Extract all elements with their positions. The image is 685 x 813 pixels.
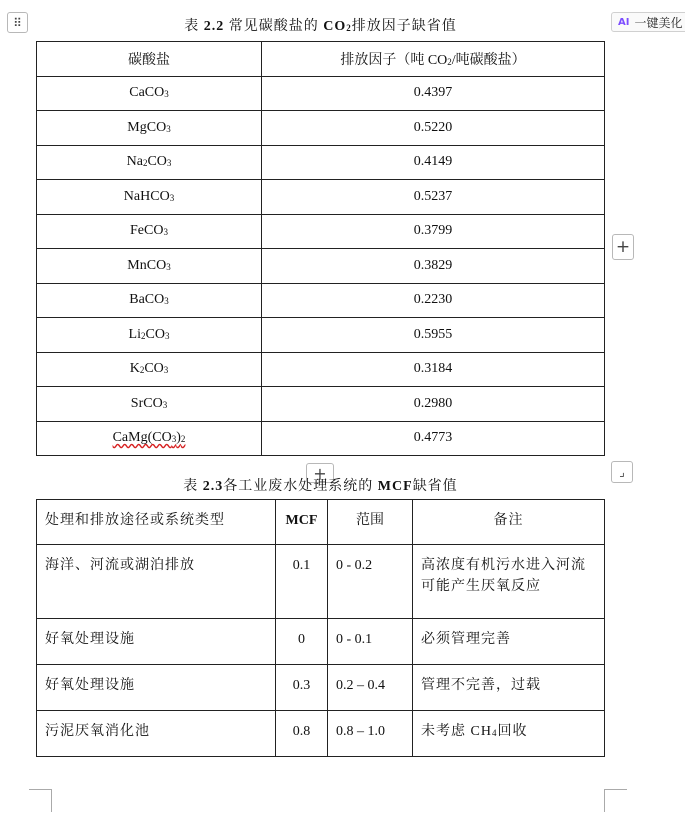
resize-corner-icon: ⌟ <box>619 465 625 479</box>
table-row <box>37 214 605 249</box>
mcf-cell[interactable]: 0.1 <box>276 545 328 619</box>
carbonate-cell[interactable]: $K_2CO_3$ <box>37 352 262 387</box>
carbonate-emission-factor-table <box>36 41 605 456</box>
table-body <box>37 545 605 757</box>
emission-factor-cell[interactable]: 0.4773 <box>262 421 605 456</box>
carbonate-cell[interactable]: MgCO$_3$ <box>37 111 262 146</box>
ai-beautify-button[interactable] <box>611 12 685 32</box>
table-row <box>37 318 605 353</box>
emission-factor-cell[interactable]: 0.2980 <box>262 387 605 422</box>
note-cell[interactable]: 必须管理完善 <box>413 619 605 665</box>
note-cell[interactable]: 高浓度有机污水进入河流可能产生厌氧反应 <box>413 545 605 619</box>
carbonate-cell[interactable]: SrCO$_3$ <box>37 387 262 422</box>
emission-factor-cell[interactable]: 0.5955 <box>262 318 605 353</box>
table-row <box>37 111 605 146</box>
carbonate-cell[interactable]: $Li_2CO_3$ <box>37 318 262 353</box>
carbonate-cell[interactable]: FeCO$_3$ <box>37 214 262 249</box>
carbonate-cell[interactable]: BaCO$_3$ <box>37 283 262 318</box>
table-row <box>37 145 605 180</box>
drag-handle-button[interactable] <box>7 12 28 33</box>
note-cell[interactable]: 管理不完善，过载 <box>413 665 605 711</box>
carbonate-cell[interactable]: $CaMg(CO_3)_2$ <box>37 421 262 456</box>
mcf-cell[interactable]: 0.3 <box>276 665 328 711</box>
table-row <box>37 545 605 619</box>
table-body <box>37 76 605 456</box>
mcf-cell[interactable]: 0.8 <box>276 711 328 757</box>
header-emission-factor[interactable]: 排放因子（吨 $CO_2/$吨碳酸盐） <box>262 42 605 77</box>
range-cell[interactable]: 0 - 0.1 <box>328 619 413 665</box>
header-range[interactable]: 范围 <box>328 500 413 545</box>
table-row <box>37 283 605 318</box>
table-resize-button[interactable] <box>611 461 633 483</box>
header-note[interactable]: 备注 <box>413 500 605 545</box>
plus-icon: + <box>615 237 631 257</box>
table-header-row <box>37 42 605 77</box>
treatment-type-cell[interactable]: 污泥厌氧消化池 <box>37 711 276 757</box>
plus-icon: + <box>313 463 327 483</box>
carbonate-cell[interactable]: CaCO$_3$ <box>37 76 262 111</box>
note-cell[interactable]: 未考虑 $CH_4$回收 <box>413 711 605 757</box>
page-corner-mark <box>604 789 627 812</box>
emission-factor-cell[interactable]: 0.3184 <box>262 352 605 387</box>
emission-factor-cell[interactable]: 0.5237 <box>262 180 605 215</box>
mcf-cell[interactable]: 0 <box>276 619 328 665</box>
carbonate-cell[interactable]: $Na_2CO_3$ <box>37 145 262 180</box>
range-cell[interactable]: 0.8 – 1.0 <box>328 711 413 757</box>
emission-factor-cell[interactable]: 0.4149 <box>262 145 605 180</box>
treatment-type-cell[interactable]: 海洋、河流或湖泊排放 <box>37 545 276 619</box>
emission-factor-cell[interactable]: 0.5220 <box>262 111 605 146</box>
emission-factor-cell[interactable]: 0.3829 <box>262 249 605 284</box>
emission-factor-cell[interactable]: 0.3799 <box>262 214 605 249</box>
wastewater-mcf-table <box>36 499 605 757</box>
table-row <box>37 387 605 422</box>
table-row <box>37 180 605 215</box>
header-mcf[interactable]: MCF <box>276 500 328 545</box>
treatment-type-cell[interactable]: 好氧处理设施 <box>37 619 276 665</box>
table-row <box>37 421 605 456</box>
table-header-row <box>37 500 605 545</box>
table-row <box>37 249 605 284</box>
table-row <box>37 711 605 757</box>
header-carbonate[interactable]: 碳酸盐 <box>37 42 262 77</box>
page-corner-mark <box>29 789 52 812</box>
add-row-button[interactable] <box>612 234 634 260</box>
drag-handle-icon: ⠿ <box>13 15 22 30</box>
treatment-type-cell[interactable]: 好氧处理设施 <box>37 665 276 711</box>
table-row <box>37 619 605 665</box>
emission-factor-cell[interactable]: 0.4397 <box>262 76 605 111</box>
range-cell[interactable]: 0.2 – 0.4 <box>328 665 413 711</box>
table-row <box>37 665 605 711</box>
table-row <box>37 76 605 111</box>
header-treatment-type[interactable]: 处理和排放途径或系统类型 <box>37 500 276 545</box>
table-row <box>37 352 605 387</box>
carbonate-cell[interactable]: MnCO$_3$ <box>37 249 262 284</box>
emission-factor-cell[interactable]: 0.2230 <box>262 283 605 318</box>
table-2-3-caption: 表 2.3各工业废水处理系统的 MCF缺省值 <box>183 479 458 494</box>
carbonate-cell[interactable]: NaHCO$_3$ <box>37 180 262 215</box>
range-cell[interactable]: 0 - 0.2 <box>328 545 413 619</box>
table-2-2-caption: 表 2.2 常见碳酸盐的 $CO_2$排放因子缺省值 <box>184 19 457 34</box>
ai-beautify-label: 一键美化 <box>634 15 683 30</box>
ai-icon: AI <box>618 16 630 28</box>
